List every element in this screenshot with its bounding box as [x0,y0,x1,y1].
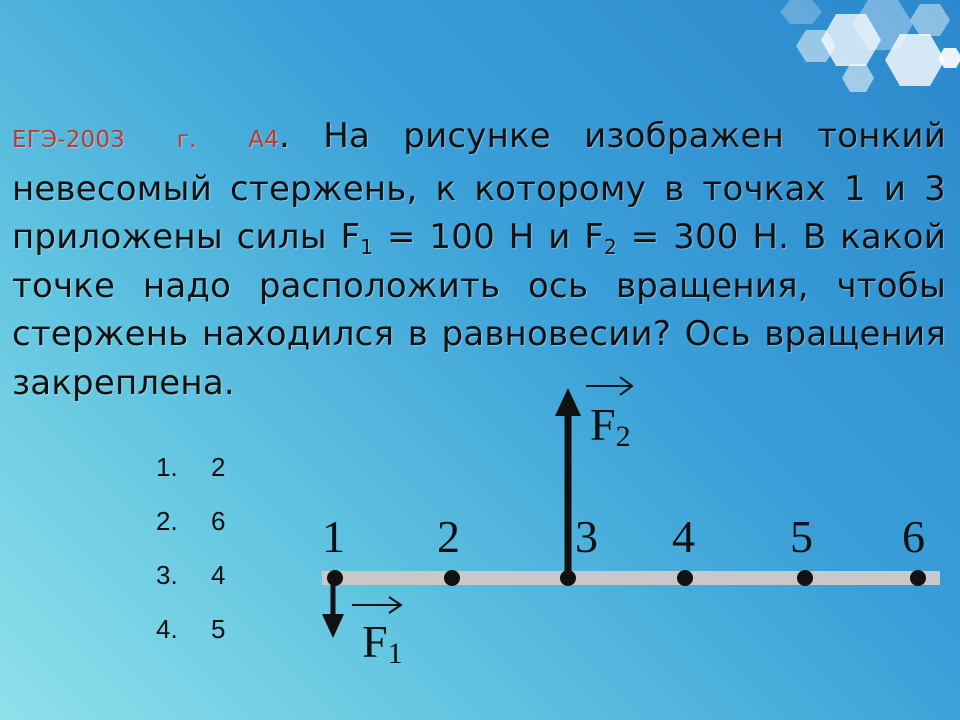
f1-label: F1 [362,616,403,670]
f1-vector-arrow-icon [352,597,401,613]
point-dot-5 [797,570,813,586]
answer-option[interactable]: 3. 4 [156,559,226,590]
answer-option[interactable]: 1. 2 [156,451,226,482]
f1-subscript: 1 [360,235,374,259]
force-f1-arrow [322,584,344,638]
answer-option[interactable]: 2. 6 [156,505,226,536]
rod [322,571,940,585]
problem-text-part-2: = 100 Н и F [373,217,604,257]
problem-text-part-3: = 300 Н. В какой точке надо расположить ось вращения, чтобы стержень находился в равновесии? Ось вращения закреплена. [12,217,946,403]
f2-vector-arrow-icon [586,377,632,395]
point-dot-4 [677,570,693,586]
point-label-1: 1 [322,511,345,562]
answer-option[interactable]: 4. 5 [156,613,226,644]
point-label-6: 6 [902,511,925,562]
point-dot-2 [444,570,460,586]
point-label-2: 2 [437,511,460,562]
point-dot-6 [910,570,926,586]
point-label-3: 3 [575,511,598,562]
point-dot-1 [327,570,343,586]
problem-text-part-1: . На рисунке изображен тонкий невесомый стержень, к которому в точках 1 и 3 приложены силы F [12,116,946,257]
f2-label: F2 [590,399,631,453]
exam-tag: ЕГЭ-2003 г. А4 [12,127,280,153]
point-label-5: 5 [790,511,813,562]
f2-subscript: 2 [604,235,617,259]
point-label-4: 4 [672,511,695,562]
